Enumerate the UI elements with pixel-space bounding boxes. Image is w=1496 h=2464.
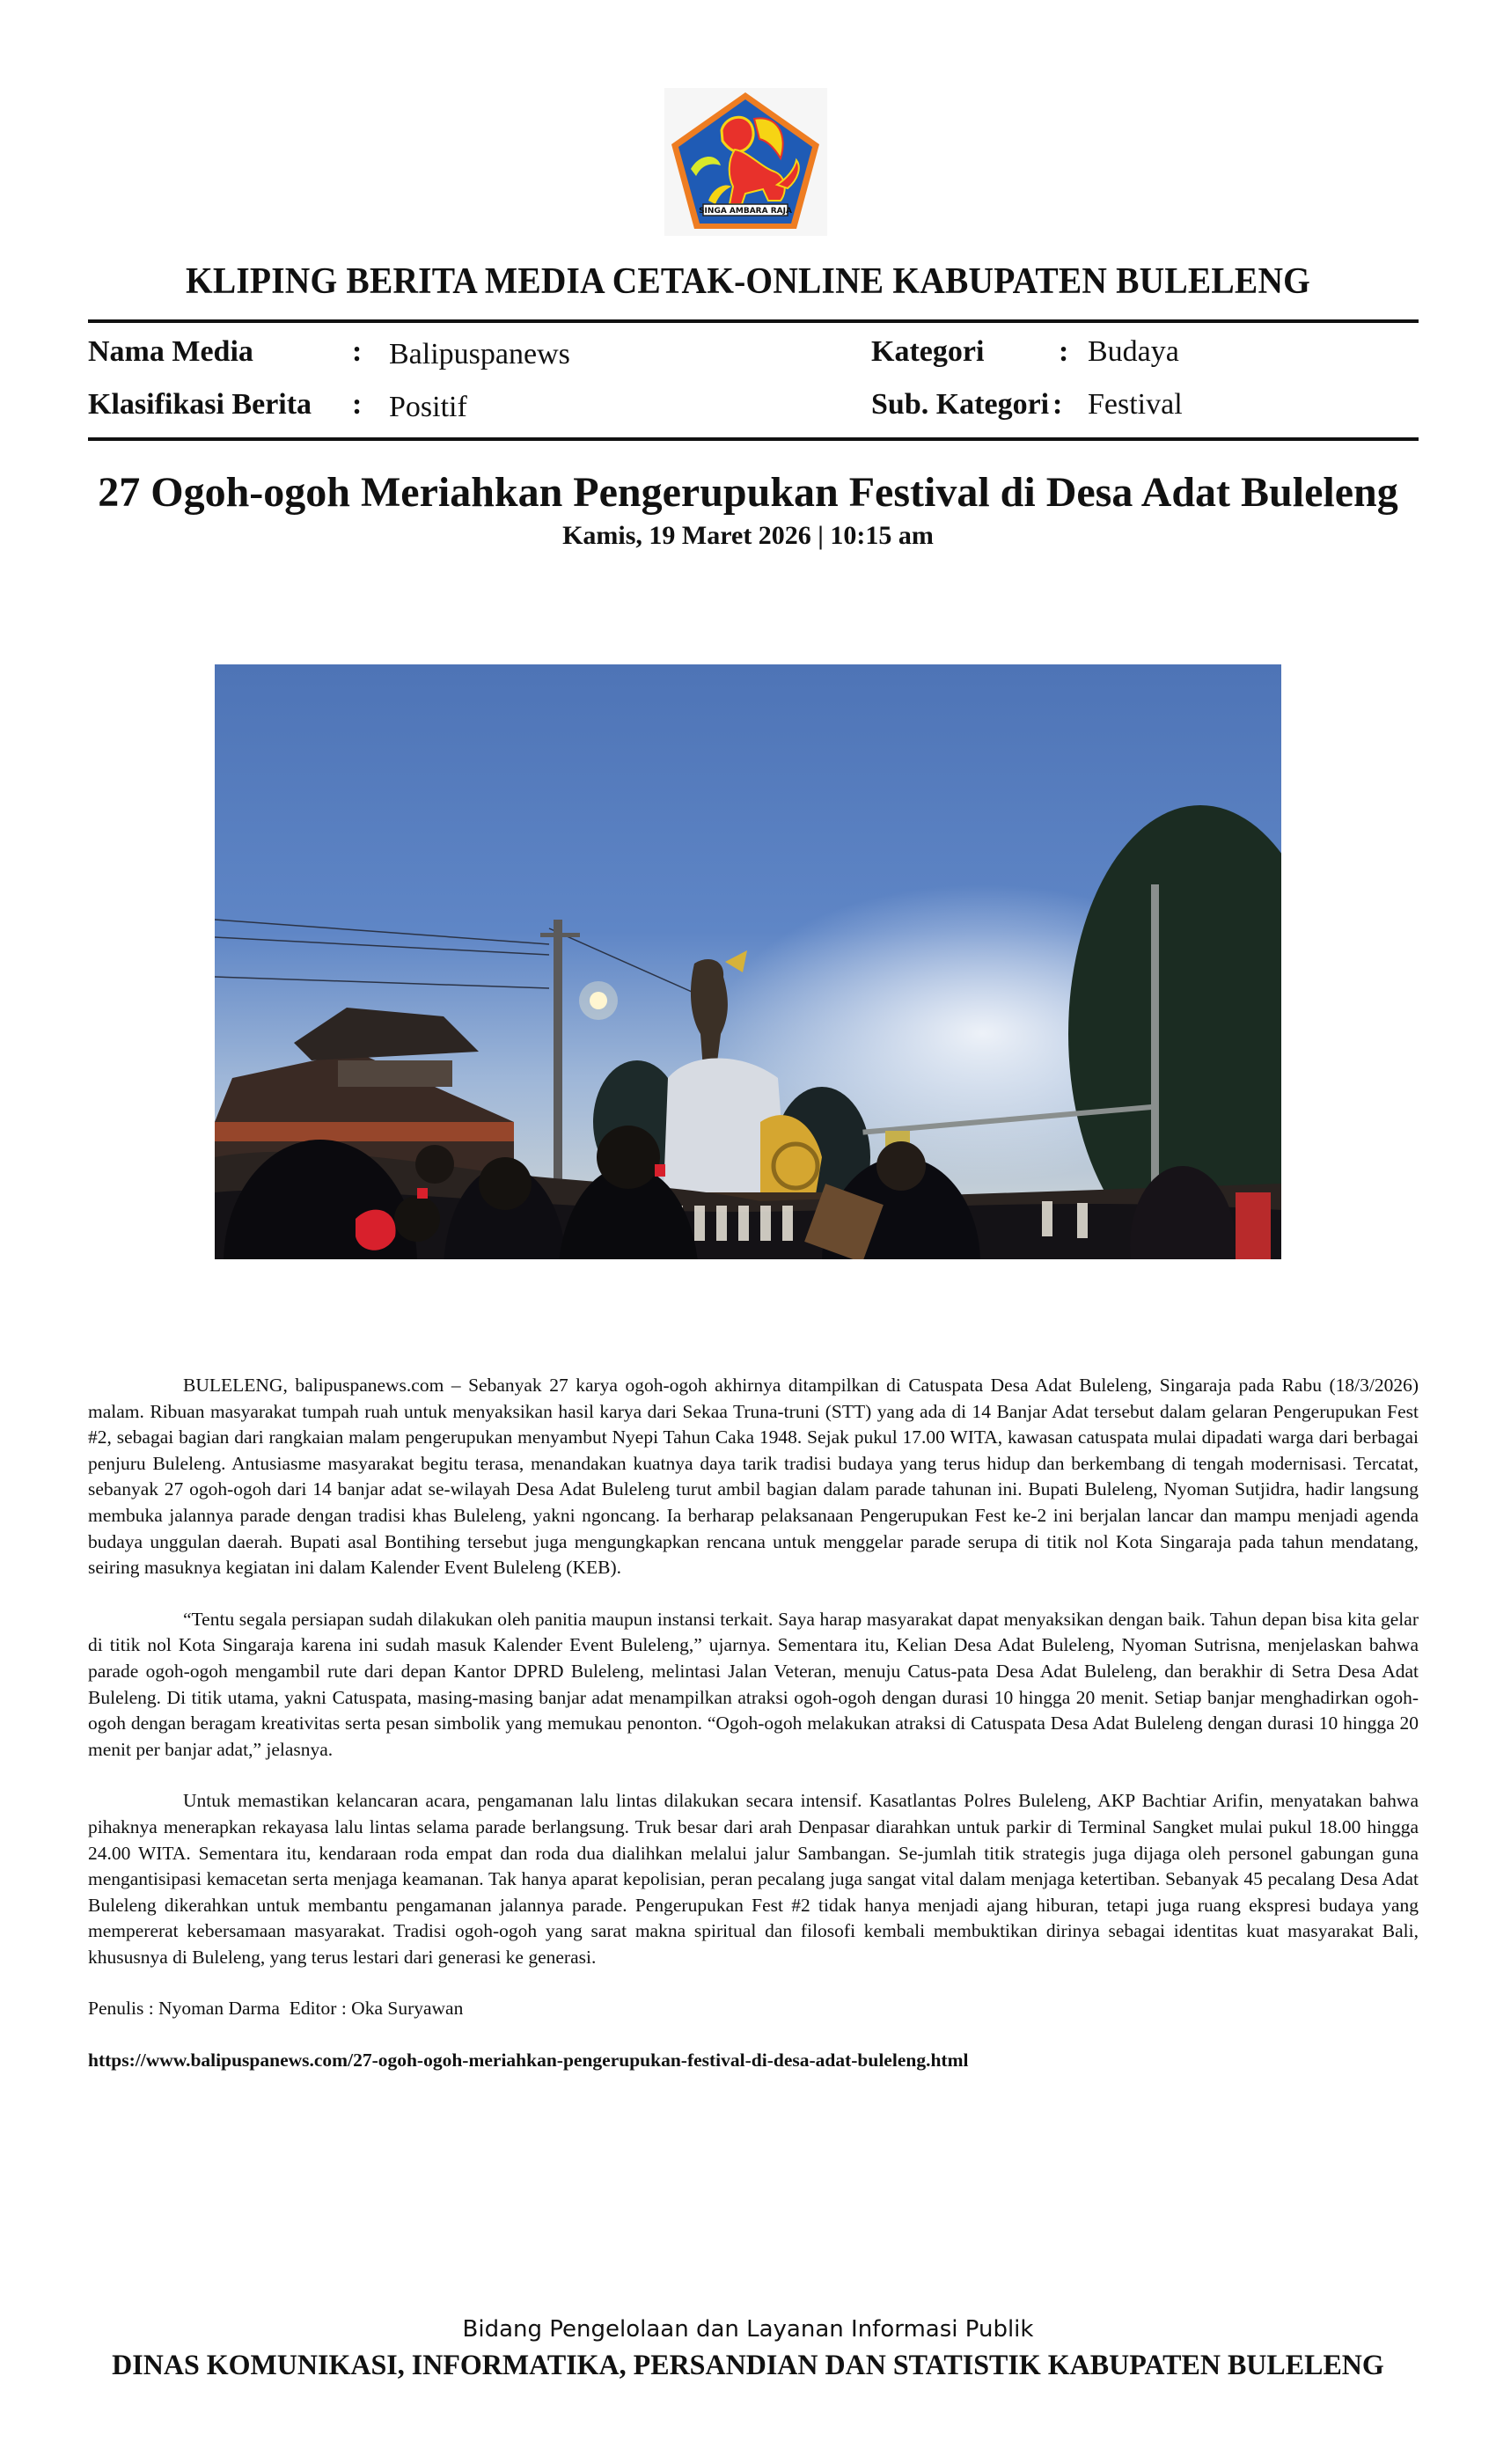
article-body (88, 1373, 1419, 2100)
subcategory-value: Festival (1088, 388, 1183, 421)
footer-agency-name: DINAS KOMUNIKASI, INFORMATIKA, PERSANDIAN DAN STATISTIK KABUPATEN BULELENG (112, 2350, 1384, 2381)
classification-value: Positif (389, 391, 467, 423)
subcategory-label: Sub. Kategori (871, 388, 1050, 421)
category-colon: : (1059, 335, 1069, 368)
header-divider-bottom (88, 437, 1419, 441)
footer-unit-name: Bidang Pengelolaan dan Layanan Informasi Publik (462, 2316, 1034, 2343)
classification-colon: : (352, 388, 363, 421)
article-paragraph: BULELENG, balipuspanews.com – Sebanyak 27 karya ogoh-ogoh akhirnya ditampilkan di Catuspata Desa Adat Buleleng, Singaraja pada Rabu (18/3/2026) malam. Ribuan masyarakat tumpah ruah untuk menyaksikan hasil karya dari Sekaa Truna-truni (STT) yang ada di 14 Banjar Adat tersebut dalam gelaran Pengerupukan Fest #2, sebagai bagian dari rangkaian malam pengerupukan menyambut Nyepi Tahun Caka 1948. Sejak pukul 17.00 WITA, kawasan catuspata mulai dipadati warga dari berbagai penjuru Buleleng. Antusiasme masyarakat begitu terasa, menandakan kuatnya daya tarik tradisi budaya yang terus hidup dan berkembang di tengah modernisasi. Tercatat, sebanyak 27 ogoh-ogoh dari 14 banjar adat se-wilayah Desa Adat Buleleng turut ambil bagian dalam parade tahunan ini. Bupati Buleleng, Nyoman Sutjidra, hadir langsung membuka jalannya parade dengan tradisi khas Buleleng, yakni ngoncang. Ia berharap pelaksanaan Pengerupukan Fest ke-2 ini berjalan lancar dan mampu menjadi agenda budaya unggulan daerah. Bupati asal Bontihing tersebut juga mengungkapkan rencana untuk menggelar parade serupa di titik nol Kota Singaraja pada tahun mendatang, seiring masuknya kegiatan ini dalam Kalender Event Buleleng (KEB). (88, 1375, 1419, 1579)
media-name-colon: : (352, 335, 363, 368)
media-name-value: Balipuspanews (389, 338, 570, 370)
article-paragraph: “Tentu segala persiapan sudah dilakukan oleh panitia maupun instansi terkait. Saya harap masyarakat dapat menyaksikan dengan baik. Tahun depan bisa kita gelar di titik nol Kota Singaraja karena ini sudah masuk Kalender Event Buleleng,” ujarnya. Sementara itu, Kelian Desa Adat Buleleng, Nyoman Sutrisna, menjelaskan bahwa parade ogoh-ogoh mengambil rute dari depan Kantor DPRD Buleleng, melintasi Jalan Veteran, menuju Catus-pata Desa Adat Buleleng, dan berakhir di Setra Desa Adat Buleleng. Di titik utama, yakni Catuspata, masing-masing banjar adat menampilkan atraksi ogoh-ogoh dengan durasi 10 hingga 20 menit. Setiap banjar menghadirkan ogoh-ogoh dengan beragam kreativitas serta pesan simbolik yang memukau penonton. “Ogoh-ogoh melakukan atraksi di Catuspata Desa Adat Buleleng dengan durasi 10 hingga 20 menit per banjar adat,” jelasnya. (88, 1608, 1419, 1760)
category-label: Kategori (871, 335, 985, 368)
article-headline: 27 Ogoh-ogoh Meriahkan Pengerupukan Festival di Desa Adat Buleleng (98, 469, 1398, 516)
document-title: KLIPING BERITA MEDIA CETAK-ONLINE KABUPATEN BULELENG (185, 261, 1311, 302)
article-dateline: Kamis, 19 Maret 2026 | 10:15 am (562, 521, 934, 550)
classification-label: Klasifikasi Berita (88, 388, 312, 421)
meta-row-media (0, 334, 1496, 370)
source-url-link[interactable]: https://www.balipuspanews.com/27-ogoh-ogoh-meriahkan-pengerupukan-festival-di-desa-adat-buleleng.html (88, 2050, 969, 2072)
media-name-label: Nama Media (88, 335, 253, 368)
meta-row-classification (0, 387, 1496, 422)
article-byline: Penulis : Nyoman Darma Editor : Oka Suryawan (88, 1998, 464, 2020)
article-paragraph: Untuk memastikan kelancaran acara, pengamanan lalu lintas dilakukan secara intensif. Kasatlantas Polres Buleleng, AKP Bachtiar Arifin, menyatakan bahwa pihaknya menerapkan rekayasa lalu lintas selama parade berlangsung. Truk besar dari arah Denpasar diarahkan untuk parkir di Terminal Sangket mulai pukul 18.00 hingga 24.00 WITA. Sementara itu, kendaraan roda empat dan roda dua dialihkan melalui jalur Sambangan. Se-jumlah titik strategis juga dijaga oleh personel gabungan guna mengantisipasi kemacetan serta menjaga keamanan. Tak hanya aparat kepolisian, peran pecalang juga sangat vital dalam menjaga ketertiban. Sebanyak 45 pecalang Desa Adat Buleleng dikerahkan untuk membantu pengamanan jalannya parade. Pengerupukan Fest #2 tidak hanya menjadi ajang hiburan, tetapi juga ruang ekspresi budaya yang mempererat kebersamaan masyarakat. Tradisi ogoh-ogoh yang sarat makna spiritual dan filosofi kembali membuktikan dirinya sebagai identitas kuat masyarakat Bali, khususnya di Buleleng, yang terus lestari dari generasi ke generasi. (88, 1790, 1419, 1968)
buleleng-regency-emblem-icon (664, 88, 827, 236)
category-value: Budaya (1088, 335, 1179, 368)
article-photo (215, 664, 1281, 1259)
header-divider-top (88, 319, 1419, 323)
subcategory-colon: : (1052, 388, 1063, 421)
emblem-motto: SINGA AMBARA RAJA (699, 207, 792, 216)
